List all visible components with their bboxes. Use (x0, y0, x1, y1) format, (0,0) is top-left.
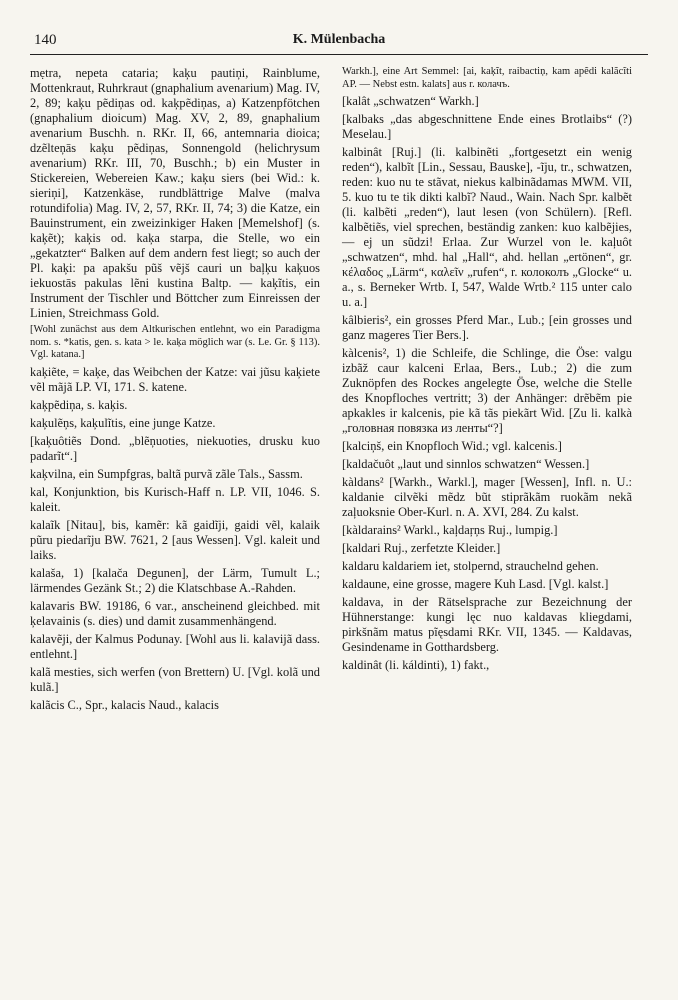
dictionary-entry: kaldinât (li. káldinti), 1) fakt., (342, 658, 490, 672)
page-header (30, 30, 648, 55)
dictionary-entry: kalavaris BW. 19186, 6 var., anscheinend gleichbed. mit ķelavainis (s. dies) und damit zusammenhängend. (30, 598, 320, 628)
dictionary-entry: kalã mesties, sich werfen (von Brettern) U. [Vgl. kolã und kulã.] (30, 664, 320, 694)
right-column (342, 66, 632, 676)
page-number: 140 (34, 32, 57, 48)
dictionary-entry: kaldava, in der Rätselsprache zur Bezeichnung der Hühnerstange: kungi lęc nuo kaldavas kliegdami, pirkšnãm matus pĩęsdami RKr. VII, 1345. — Kaldavas, Gesindename in Gotthardsberg. (342, 595, 632, 654)
dictionary-entry: kaķulẽņs, kaķulĩtis, eine junge Katze. (30, 415, 216, 430)
dictionary-entry: kàldans² [Warkh., Warkl.], mager [Wessen], Infl. n. U.: kaldanie cilvẽki mẽdz bũt stiprãkãm ruokãm nekã zaļuoksnie Ober-Kurl. n. A. XVI, 284. Zu kalst. (342, 475, 632, 519)
dictionary-entry: kàlcenis², 1) die Schleife, die Schlinge, die Öse: valgu izbãž caur kalceni Erlaa, Bers., Lub.; 2) die zum Zuknöpfen des Rockes angelegte Öse, welche die Stelle des Knopfloches vertritt; 3) der Anhänger: drẽbẽm pie apkakles ir kalcenis, pie kã tãs piekãrt Wid. [Zu li. kalkà „головная повязка из ленты“?] (342, 346, 632, 435)
dictionary-entry: Warkh.], eine Art Semmel: [ai, kaķĩt, raibactiņ, kam apẽdi kalãcĩti AP. — Nebst estn. kalats] aus r. колачъ. (342, 66, 632, 90)
dictionary-entry: [kaldari Ruj., zerfetzte Kleider.] (342, 541, 501, 555)
dictionary-entry: kalaĩk [Nitau], bis, kamẽr: kã gaidĩji, gaidi vẽl, kalaik pũru piedarĩju BW. 7621, 2 [aus Wessen]. Vgl. kaleit und laiks. (30, 517, 320, 562)
running-title: K. Mülenbacha (292, 32, 386, 47)
dictionary-entry: kaķvilna, ein Sumpfgras, baltã purvã zãle Tals., Sassm. (30, 466, 303, 481)
left-column (30, 66, 320, 716)
dictionary-entry: kalãcis C., Spr., kalacis Naud., kalacis (30, 697, 219, 712)
dictionary-entry: kâlbieris², ein grosses Pferd Mar., Lub.; [ein grosses und ganz mageres Tier Bers.]. (342, 313, 632, 342)
dictionary-entry: [kalât „schwatzen“ Warkh.] (342, 94, 479, 108)
dictionary-entry: kalavẽji, der Kalmus Podunay. [Wohl aus li. kalavijã dass. entlehnt.] (30, 631, 320, 661)
dictionary-entry: kaķpẽdiņa, s. kaķis. (30, 397, 128, 412)
dictionary-entry: kaldaune, eine grosse, magere Kuh Lasd. [Vgl. kalst.] (342, 577, 609, 591)
dictionary-entry: mẹtra, nepeta cataria; kaķu pautiņi, Rainblume, Mottenkraut, Ruhrkraut (gnaphalium avenarium) Mag. IV, 2, 89; kaķu pẽdiņas od. kaķpẽdiņas, a) Katzenpfötchen (gnaphalium dioicum) Mag. XV, 2, 89, gnaphalium avenarium Buschh. n. RKr. II, 66, antemnaria dioica; dzẽlteņās kaķu pẽdiņas, Sonnengold (helichrysum avenarium) RKr. III, 70, Buschh.; b) ein Muster in Stickereien, Webereien Kaw.; kaķu siers (bei Wid.: k. sieriņi], Katzenkäse, rundblättrige Malve (malva rotundifolia) Mag. IV, 2, 57, RKr. II, 74; 3) die Katze, ein Bauinstrument, ein zweizinkiger Haken [Memelshof] (s. kaķẽt); kaķis od. kaķa starpa, die Stelle, wo ein „gekatzter“ Balken auf dem andern fest liegt; so auch der Pl. kaķi: pa apakšu pũš vẽjš cauri un baļķu kaķuos iekuostās pakulas lẽni kustina Baltp. — kaķĩtis, ein Instrument der Tischler und Böttcher zum Einreissen der Linien, Streichmass Gold. (30, 66, 320, 320)
dictionary-entry: kalbinât [Ruj.] (li. kalbinẽti „fortgesetzt ein wenig reden“), kalbĩt [Lin., Sessau, Bauske], -ĩju, tr., schwatzen, reden: kuo nu te stãvat, niekus kalbinãdamas MWM. VII, 5. kuo tu te tik dikti kalbĩ? Naud., Wain. Nach Spr. kalbẽt (li. kalbẽti „reden“), laut lesen (von Schülern). [Refl. kalbẽtiẽs, viel sprechen, beständig zanken: kuo kalbẽjies, — ej un sũdzi! Erlaa. Zur Wurzel von le. kaļuôt „schwatzen“, mhd. hal „Hall“, ahd. hellan „ertönen“, gr. κέλαδος „Lärm“, καλεῖν „rufen“, r. колоколъ „Glocke“ u. a., s. Berneker Wrtb. I, 547, Walde Wrtb.² 115 unter calo u. a.] (342, 145, 632, 309)
dictionary-entry: [Wohl zunächst aus dem Altkurischen entlehnt, wo ein Paradigma nom. s. *katis, gen. s. kata > le. kaķa möglich war (s. Le. Gr. § 113). Vgl. katana.] (30, 324, 320, 360)
dictionary-entry: [kàldarains² Warkl., kaļdaŗņs Ruj., lumpig.] (342, 523, 558, 537)
dictionary-entry: [kaldačuôt „laut und sinnlos schwatzen“ Wessen.] (342, 457, 590, 471)
dictionary-entry: kal, Konjunktion, bis Kurisch-Haff n. LP. VII, 1046. S. kaleit. (30, 484, 320, 514)
dictionary-entry: kaķiẽte, = kaķe, das Weibchen der Katze: vai jũsu kaķiete vẽl mãjã LP. VI, 171. S. katene. (30, 364, 320, 394)
dictionary-entry: [kaķuôtiẽs Dond. „blẽņuoties, niekuoties, drusku kuo padarĩt“.] (30, 433, 320, 463)
dictionary-entry: kalaša, 1) [kalača Degunen], der Lärm, Tumult L.; lärmendes Gezänk St.; 2) die Klatschbase A.-Rahden. (30, 565, 320, 595)
dictionary-entry: [kalbaks „das abgeschnittene Ende eines Brotlaibs“ (?) Meselau.] (342, 112, 632, 141)
dictionary-entry: kaldaru kaldariem iet, stolpernd, strauchelnd gehen. (342, 559, 599, 573)
dictionary-entry: [kalciņš, ein Knopfloch Wid.; vgl. kalcenis.] (342, 439, 562, 453)
